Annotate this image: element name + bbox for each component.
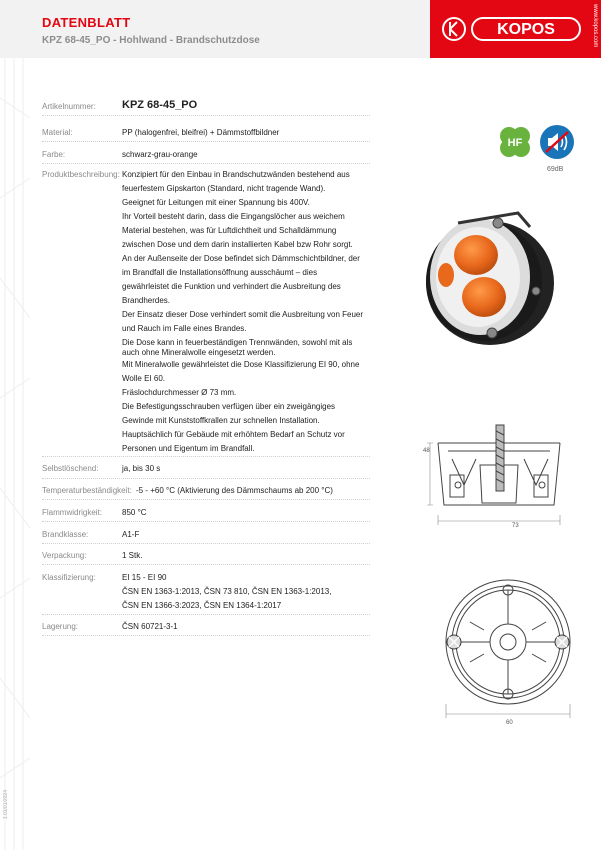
classification-line: ČSN EN 1366-3:2023, ČSN EN 1364-1:2017 xyxy=(122,601,282,610)
divider xyxy=(42,141,370,142)
sound-db-value: 69dB xyxy=(547,166,564,173)
article-label: Artikelnummer: xyxy=(42,102,96,111)
description-line: Geeignet für Leitungen mit einer Spannung bis 400V. xyxy=(122,198,310,207)
storage-value: ČSN 60721-3-1 xyxy=(122,622,178,631)
side-view-drawing xyxy=(420,415,580,535)
material-label: Material: xyxy=(42,128,73,137)
product-photo xyxy=(418,205,558,350)
divider xyxy=(42,543,370,544)
description-line: gewährleistet die Funktion und verhindert die Ausbreitung des xyxy=(122,282,341,291)
divider xyxy=(42,163,370,164)
divider xyxy=(42,635,370,636)
description-line: Fräslochdurchmesser Ø 73 mm. xyxy=(122,388,237,397)
description-line: Die Befestigungsschrauben verfügen über ein zweigängiges xyxy=(122,402,336,411)
description-line: Konzipiert für den Einbau in Brandschutzwänden bestehend aus xyxy=(122,170,350,179)
top-width-label: 60 xyxy=(506,720,513,726)
divider xyxy=(42,456,370,457)
kopos-logo xyxy=(430,0,601,58)
divider xyxy=(42,478,370,479)
divider xyxy=(42,499,370,500)
brand-name: KOPOS xyxy=(497,21,555,38)
divider xyxy=(42,614,370,615)
fire-class-label: Brandklasse: xyxy=(42,530,89,539)
brand-website: www.kopos.com xyxy=(592,4,598,48)
description-line: zwischen Dose und dem darin installierten Kabel bzw Rohr sorgt. xyxy=(122,240,353,249)
halogen-free-badge xyxy=(497,124,533,160)
side-width-label: 73 xyxy=(512,523,519,529)
sound-insulation-badge xyxy=(539,124,575,160)
self-extinguishing-value: ja, bis 30 s xyxy=(122,464,161,473)
print-date: 1.01/01/2024 xyxy=(3,790,9,820)
description-line: Hauptsächlich für Gebäude mit erhöhtem Bedarf an Schutz vor xyxy=(122,430,345,439)
description-line: Personen und Eigentum im Brandfall. xyxy=(122,444,255,453)
top-view-drawing xyxy=(432,572,584,732)
description-line: Material bestehen, was für Luftdichtheit und Schalldämmung xyxy=(122,226,337,235)
side-height-label: 48 xyxy=(423,448,430,454)
classification-line: ČSN EN 1363-1:2013, ČSN 73 810, ČSN EN 1363-1:2013, xyxy=(122,587,332,596)
background-pattern xyxy=(0,58,30,850)
description-line: Brandherdes. xyxy=(122,296,171,305)
temperature-label: Temperaturbeständigkeit: xyxy=(42,486,132,495)
packaging-value: 1 Stk. xyxy=(122,551,143,560)
brand-logo-area xyxy=(430,0,601,58)
color-label: Farbe: xyxy=(42,150,66,159)
description-line: Mit Mineralwolle gewährleistet die Dose Klassifizierung EI 90, ohne xyxy=(122,360,360,369)
description-line: Wolle EI 60. xyxy=(122,374,165,383)
hf-text: HF xyxy=(507,137,523,149)
classification-line: EI 15 - EI 90 xyxy=(122,573,167,582)
doc-type-title: DATENBLATT xyxy=(42,15,131,30)
description-line: feuerfestem Gipskarton (Standard, nicht tragende Wand). xyxy=(122,184,326,193)
description-line: Gewinde mit Kunststoffkrallen zur schnellen Installation. xyxy=(122,416,320,425)
divider xyxy=(42,521,370,522)
header-band xyxy=(0,0,601,58)
packaging-label: Verpackung: xyxy=(42,551,87,560)
self-extinguishing-label: Selbstlöschend: xyxy=(42,464,99,473)
doc-subtitle: KPZ 68-45_PO - Hohlwand - Brandschutzdose xyxy=(42,35,260,46)
description-line: auch ohne Mineralwolle eingesetzt werden. xyxy=(122,348,276,357)
divider xyxy=(42,564,370,565)
description-line: Der Einsatz dieser Dose verhindert somit die Ausbreitung von Feuer xyxy=(122,310,364,319)
storage-label: Lagerung: xyxy=(42,622,79,631)
description-line: Ihr Vorteil besteht darin, dass die Eingangslöcher aus weichem xyxy=(122,212,345,221)
description-line: und Rauch im Falle eines Brandes. xyxy=(122,324,247,333)
glow-wire-value: 850 °C xyxy=(122,508,147,517)
description-line: An der Außenseite der Dose befindet sich Dämmschichtbildner, der xyxy=(122,254,360,263)
divider xyxy=(42,115,370,116)
temperature-value: -5 - +60 °C (Aktivierung des Dämmschaums ab 200 °C) xyxy=(136,486,333,495)
description-label: Produktbeschreibung: xyxy=(42,170,120,179)
fire-class-value: A1-F xyxy=(122,530,140,539)
classification-label: Klassifizierung: xyxy=(42,573,96,582)
color-value: schwarz-grau-orange xyxy=(122,150,198,159)
article-value: KPZ 68-45_PO xyxy=(122,99,198,111)
glow-wire-label: Flammwidrigkeit: xyxy=(42,508,103,517)
description-line: im Brandfall die Installationsöffnung ausschäumt – dies xyxy=(122,268,318,277)
description-line: Die Dose kann in feuerbeständigen Trennwänden, sowohl mit als xyxy=(122,338,353,347)
material-value: PP (halogenfrei, bleifrei) + Dämmstoffbildner xyxy=(122,128,280,137)
